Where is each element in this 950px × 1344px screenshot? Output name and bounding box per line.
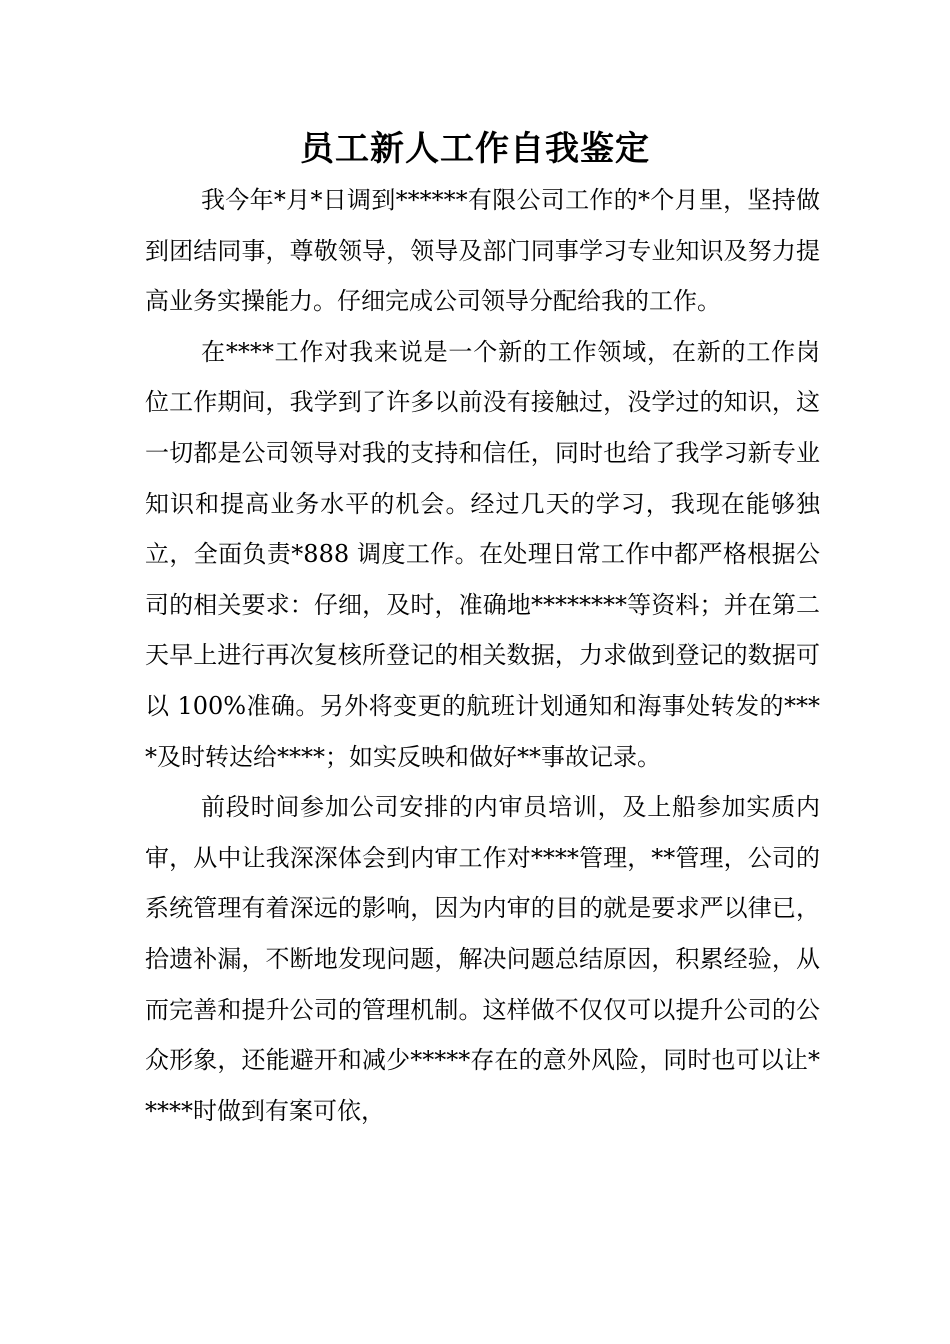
document-title: 员工新人工作自我鉴定 [300,129,650,169]
paragraph-3: 前段时间参加公司安排的内审员培训，及上船参加实质内审，从中让我深深体会到内审工作对****管理，**管理，公司的系统管理有着深远的影响，因为内审的目的就是要求严以律已，拾遗补漏，不断地发现问题，解决问题总结原因，积累经验，从而完善和提升公司的管理机制。这样做不仅仅可以提升公司的公众形象，还能避开和减少*****存在的意外风险，同时也可以让*****时做到有案可依， [145,793,820,1125]
paragraph-2: 在****工作对我来说是一个新的工作领域，在新的工作岗位工作期间，我学到了许多以前没有接触过，没学过的知识，这一切都是公司领导对我的支持和信任，同时也给了我学习新专业知识和提高业务水平的机会。经过几天的学习，我现在能够独立，全面负责*888 调度工作。在处理日常工作中都严格根据公司的相关要求：仔细，及时，准确地********等资料；并在第二天早上进行再次复核所登记的相关数据，力求做到登记的数据可以 100%准确。另外将变更的航班计划通知和海事处转发的****及时转达给****；如实反映和做好**事故记录。 [145,337,820,771]
paragraph-1: 我今年*月*日调到******有限公司工作的*个月里，坚持做到团结同事，尊敬领导，领导及部门同事学习专业知识及努力提高业务实操能力。仔细完成公司领导分配给我的工作。 [145,186,820,316]
document-body [145,175,820,1136]
